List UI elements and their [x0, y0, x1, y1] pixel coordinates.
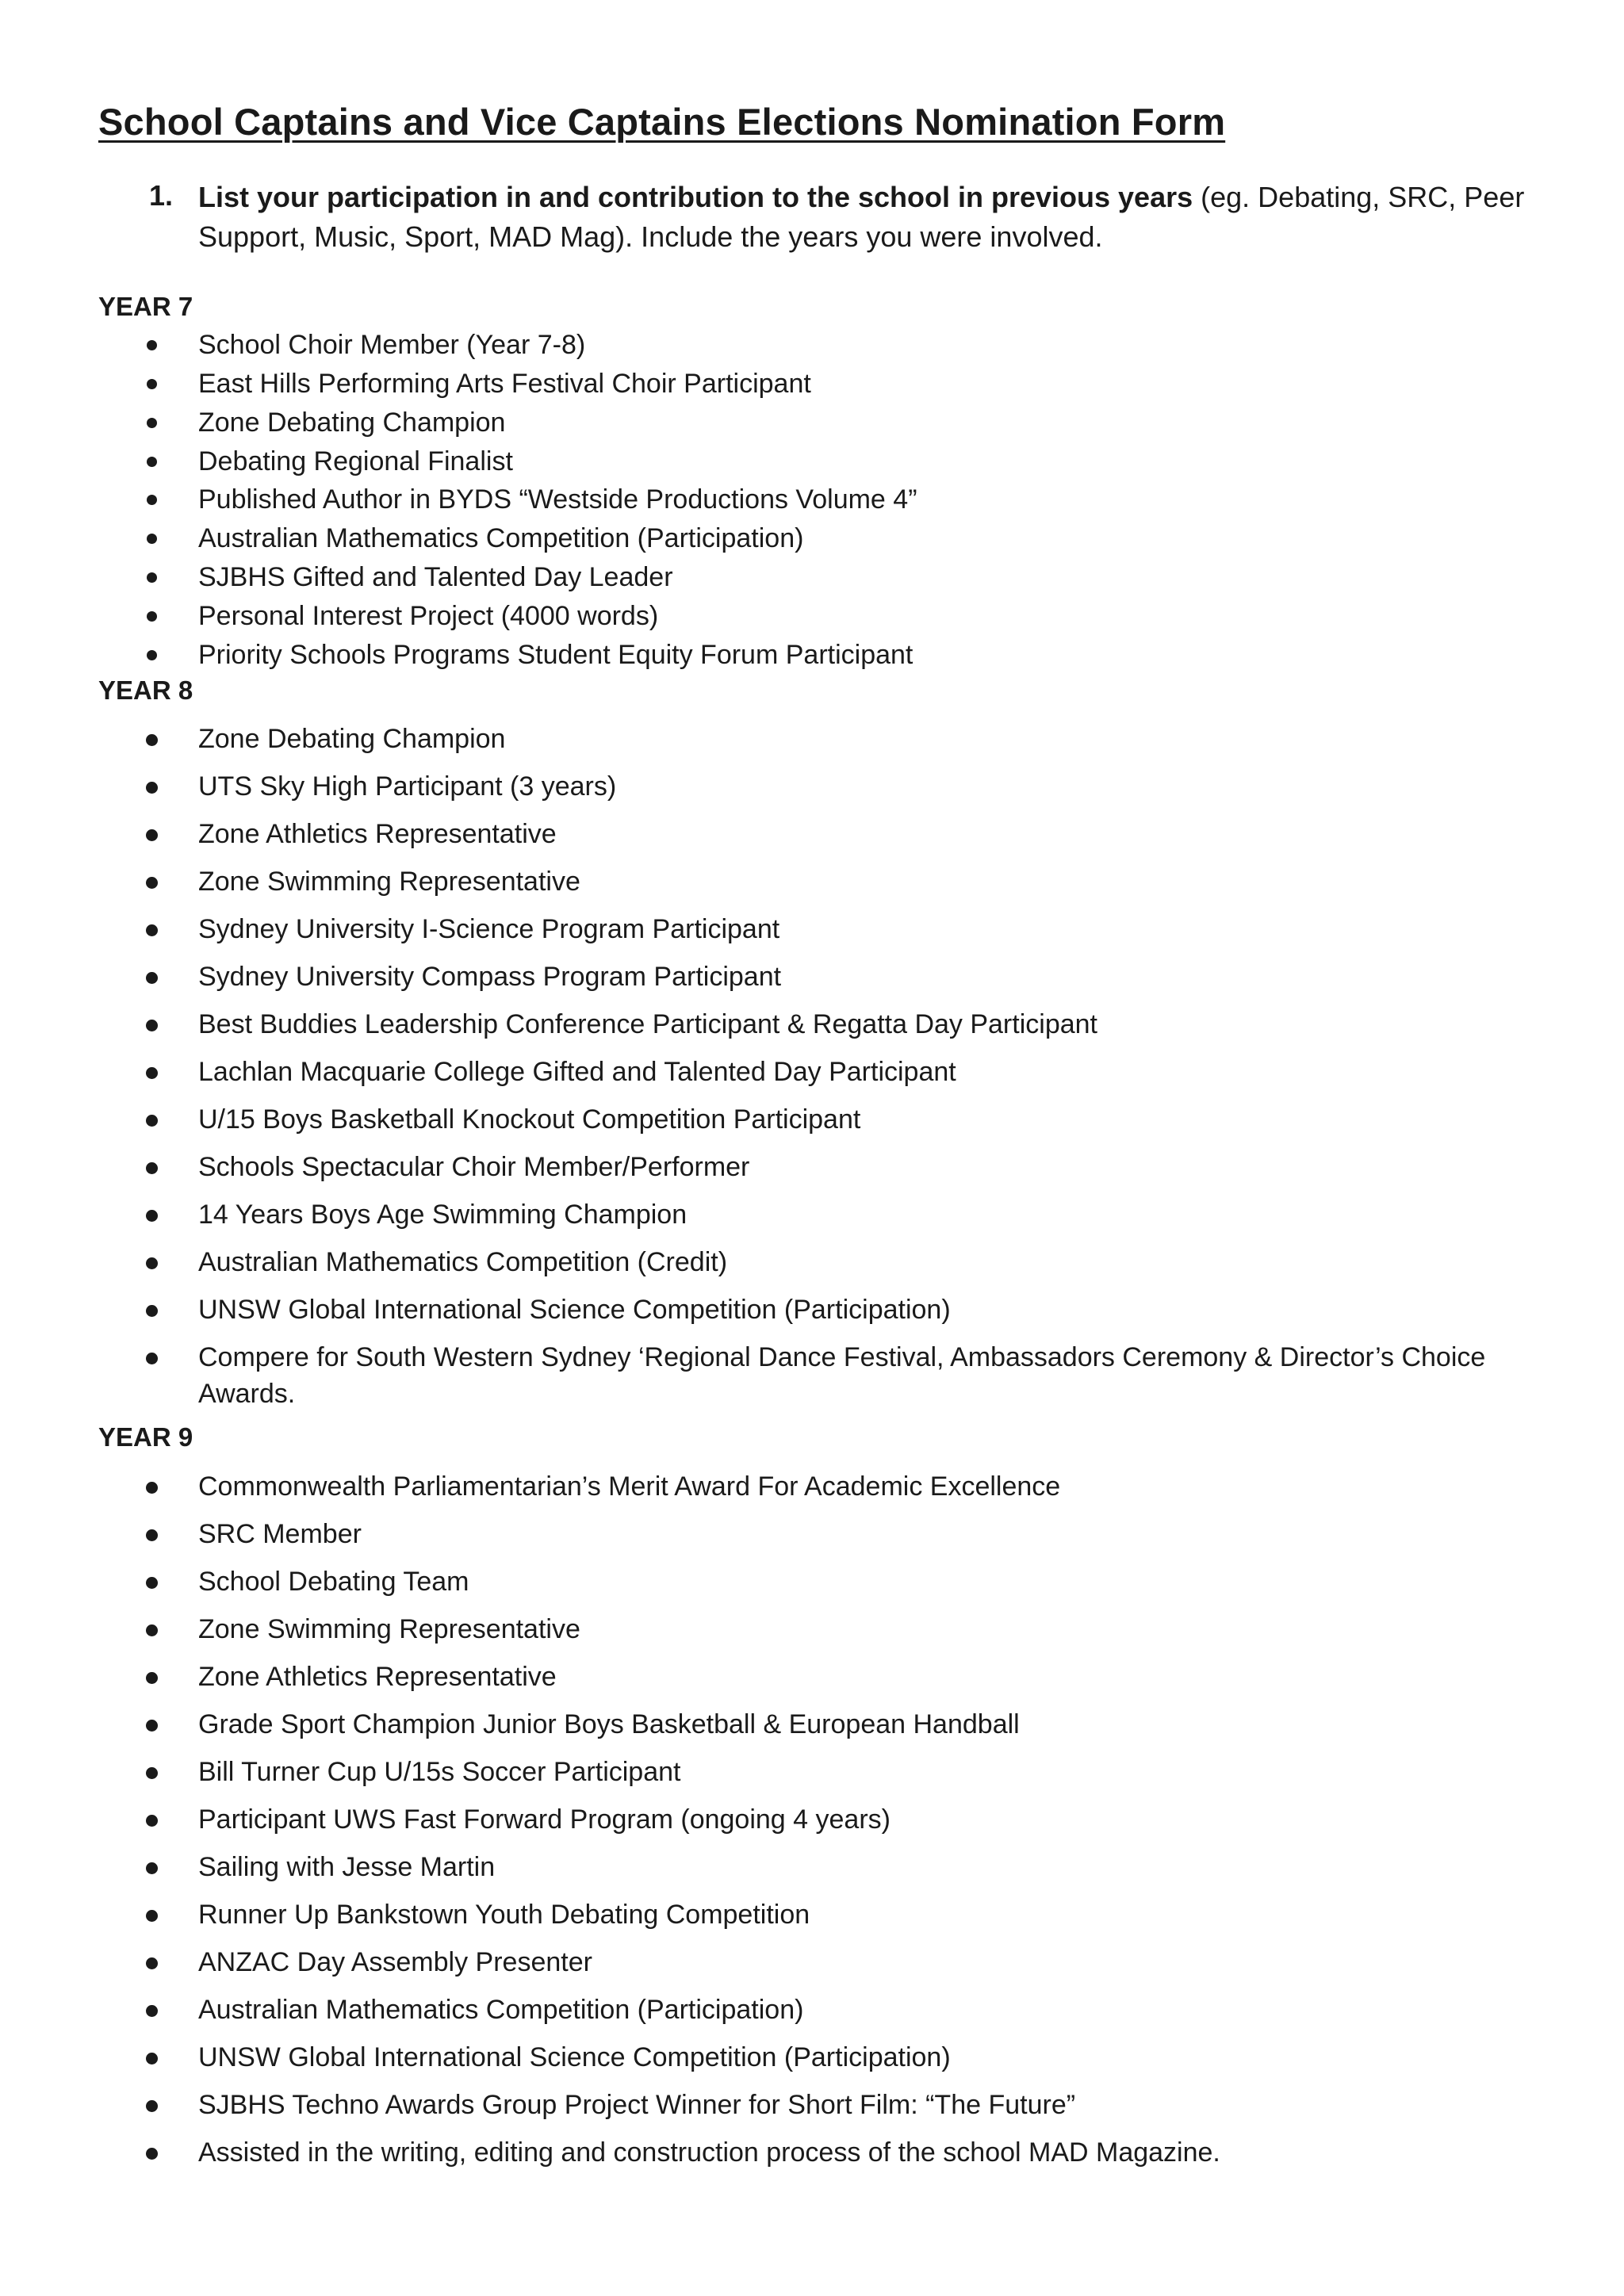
- year-heading: YEAR 7: [98, 292, 193, 321]
- bullet-icon: [146, 1482, 158, 1494]
- bullet-icon: [146, 877, 158, 889]
- bullet-icon: [146, 1353, 158, 1364]
- list-item: UNSW Global International Science Competition (Participation): [198, 1295, 951, 1325]
- list-item: Bill Turner Cup U/15s Soccer Participant: [198, 1757, 681, 1787]
- bullet-icon: [146, 782, 158, 794]
- bullet-icon: [147, 495, 157, 505]
- list-item: Sailing with Jesse Martin: [198, 1852, 496, 1882]
- question-bold-text: List your participation in and contribution to the school in previous years: [198, 181, 1193, 213]
- list-item: Zone Swimming Representative: [198, 867, 580, 897]
- list-item: School Debating Team: [198, 1567, 469, 1597]
- bullet-icon: [146, 1720, 158, 1732]
- bullet-icon: [146, 1815, 158, 1827]
- bullet-icon: [146, 1624, 158, 1636]
- list-item: U/15 Boys Basketball Knockout Competition Participant: [198, 1104, 861, 1135]
- bullet-icon: [146, 1672, 158, 1684]
- bullet-icon: [146, 1067, 158, 1079]
- list-item: Zone Athletics Representative: [198, 1662, 557, 1692]
- list-item: Zone Debating Champion: [198, 724, 506, 754]
- list-item: Grade Sport Champion Junior Boys Basketball & European Handball: [198, 1709, 1020, 1739]
- bullet-icon: [146, 2100, 158, 2112]
- list-item: Zone Swimming Representative: [198, 1614, 580, 1644]
- list-item: Schools Spectacular Choir Member/Performer: [198, 1152, 750, 1182]
- bullet-icon: [147, 340, 157, 350]
- list-item: Compere for South Western Sydney ‘Regional Dance Festival, Ambassadors Ceremony & Director’s Choice Awards.: [198, 1342, 1486, 1409]
- list-item: Runner Up Bankstown Youth Debating Competition: [198, 1900, 810, 1930]
- bullet-icon: [146, 1529, 158, 1541]
- bullet-icon: [146, 829, 158, 841]
- list-item: Priority Schools Programs Student Equity Forum Participant: [198, 640, 914, 670]
- bullet-icon: [146, 1162, 158, 1174]
- list-item: Sydney University I-Science Program Participant: [198, 914, 780, 944]
- list-item: Published Author in BYDS “Westside Productions Volume 4”: [198, 484, 917, 515]
- list-item: Participant UWS Fast Forward Program (ongoing 4 years): [198, 1804, 891, 1835]
- list-item: SRC Member: [198, 1519, 362, 1549]
- list-item: Personal Interest Project (4000 words): [198, 601, 659, 631]
- bullet-icon: [147, 379, 157, 389]
- bullet-icon: [146, 1257, 158, 1269]
- year-heading: YEAR 9: [98, 1422, 193, 1452]
- bullet-icon: [146, 1767, 158, 1779]
- bullet-icon: [146, 2005, 158, 2017]
- bullet-icon: [146, 1210, 158, 1222]
- bullet-icon: [146, 924, 158, 936]
- form-title: School Captains and Vice Captains Elections Nomination Form: [98, 101, 1226, 143]
- list-item: Assisted in the writing, editing and construction process of the school MAD Magazine.: [198, 2137, 1220, 2168]
- list-item: Australian Mathematics Competition (Participation): [198, 523, 804, 553]
- bullet-icon: [146, 1862, 158, 1874]
- bullet-icon: [146, 1115, 158, 1127]
- bullet-icon: [147, 457, 157, 467]
- list-item: UTS Sky High Participant (3 years): [198, 771, 617, 802]
- list-item: Lachlan Macquarie College Gifted and Talented Day Participant: [198, 1057, 956, 1087]
- bullet-icon: [146, 1957, 158, 1969]
- list-item: Zone Debating Champion: [198, 408, 506, 438]
- list-item: East Hills Performing Arts Festival Choir Participant: [198, 369, 811, 399]
- question-rest-text: (eg. Debating, SRC, Peer Support, Music, Sport, MAD Mag). Include the years you were involved.: [198, 181, 1525, 253]
- bullet-icon: [147, 611, 157, 622]
- bullet-icon: [147, 650, 157, 660]
- bullet-icon: [146, 2053, 158, 2064]
- list-item: SJBHS Techno Awards Group Project Winner for Short Film: “The Future”: [198, 2090, 1076, 2120]
- bullet-icon: [146, 1305, 158, 1317]
- list-item: Best Buddies Leadership Conference Participant & Regatta Day Participant: [198, 1009, 1097, 1039]
- list-item: SJBHS Gifted and Talented Day Leader: [198, 562, 673, 592]
- list-item: Commonwealth Parliamentarian’s Merit Award For Academic Excellence: [198, 1471, 1061, 1502]
- bullet-icon: [146, 1910, 158, 1922]
- question-number: 1.: [149, 179, 174, 212]
- list-item: Debating Regional Finalist: [198, 446, 513, 476]
- bullet-icon: [146, 2148, 158, 2160]
- bullet-icon: [146, 1020, 158, 1031]
- bullet-icon: [146, 1577, 158, 1589]
- list-item: Sydney University Compass Program Participant: [198, 962, 782, 992]
- list-item: Australian Mathematics Competition (Participation): [198, 1995, 804, 2025]
- list-item: ANZAC Day Assembly Presenter: [198, 1947, 592, 1977]
- bullet-icon: [146, 972, 158, 984]
- list-item: Australian Mathematics Competition (Credit): [198, 1247, 728, 1277]
- bullet-icon: [147, 572, 157, 583]
- year-heading: YEAR 8: [98, 675, 193, 705]
- list-item: 14 Years Boys Age Swimming Champion: [198, 1200, 688, 1230]
- list-item: Zone Athletics Representative: [198, 819, 557, 849]
- list-item: UNSW Global International Science Competition (Participation): [198, 2042, 951, 2072]
- bullet-icon: [147, 418, 157, 428]
- list-item: School Choir Member (Year 7-8): [198, 330, 586, 360]
- bullet-icon: [146, 734, 158, 746]
- bullet-icon: [147, 534, 157, 544]
